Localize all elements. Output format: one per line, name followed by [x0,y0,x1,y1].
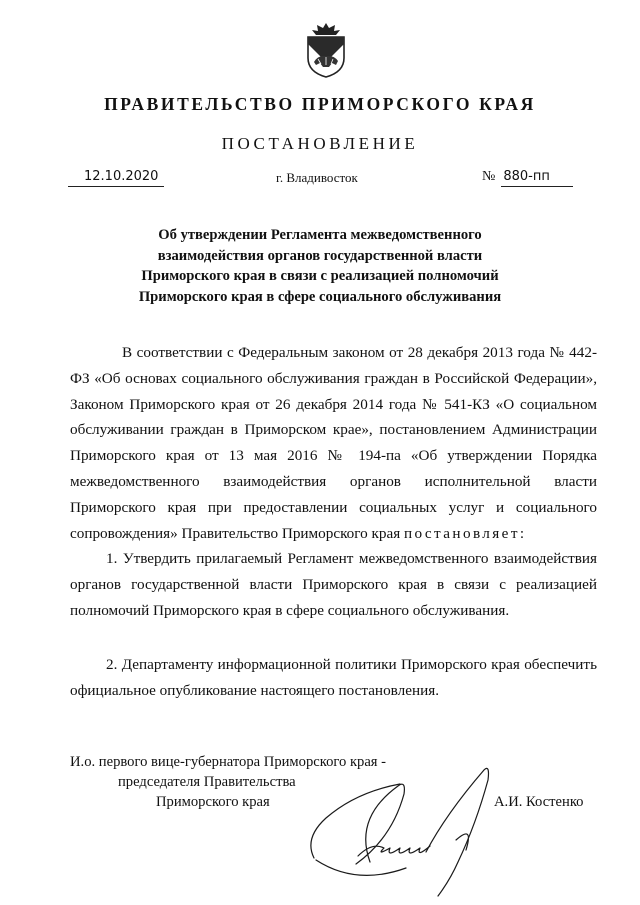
signer-name: А.И. Костенко [494,794,584,810]
document-type: ПОСТАНОВЛЕНИЕ [221,134,419,153]
resolves-keyword: постановляет: [404,524,527,542]
document-heading [0,225,640,307]
heading-line: взаимодействия органов государственной власти [157,247,483,264]
heading-line: Приморского края в сфере социального обслуживания [138,288,502,305]
document-number: 880-пп [501,168,573,187]
clause-2-paragraph: 2. Департаменту информационной политики Приморского края обеспечить официальное опубликование настоящего постановления. [70,656,597,699]
signer-title-line-2: председателя Правительства [118,774,296,790]
handwritten-signature-icon [296,758,522,902]
organization-title: ПРАВИТЕЛЬСТВО ПРИМОРСКОГО КРАЯ [104,94,536,114]
document-number-block [482,168,573,187]
document-city: г. Владивосток [276,170,358,185]
coat-of-arms-icon [302,22,350,78]
signer-title-line-3: Приморского края [156,794,270,810]
clause-1-paragraph: 1. Утвердить прилагаемый Регламент межведомственного взаимодействия органов государственной власти Приморского края в связи с реализацией полномочий Приморского края в сфере социального обслуживания. [70,550,597,619]
heading-line: Об утверждении Регламента межведомственного [158,227,482,243]
preamble-paragraph [70,340,597,546]
number-sign: № [482,169,496,184]
preamble-text: В соответствии с Федеральным законом от 28 декабря 2013 года № 442-ФЗ «Об основах социального обслуживания граждан в Российской Федерации», Законом Приморского края от 26 декабря 2014 года № 541-КЗ «О социальном обслуживании граждан в Приморском крае», постановлением Администрации Приморского края от 13 мая 2016 № 194-па «Об утверждении Порядка межведомственного взаимодействия органов исполнительной власти Приморского края при предоставлении социальных услуг и социального сопровождения» Правительство Приморского края [70,344,597,542]
signer-title-line-1: И.о. первого вице-губернатора Приморского края - [70,754,387,770]
document-date: 12.10.2020 [68,168,164,187]
heading-line: Приморского края в связи с реализацией полномочий [141,268,499,284]
